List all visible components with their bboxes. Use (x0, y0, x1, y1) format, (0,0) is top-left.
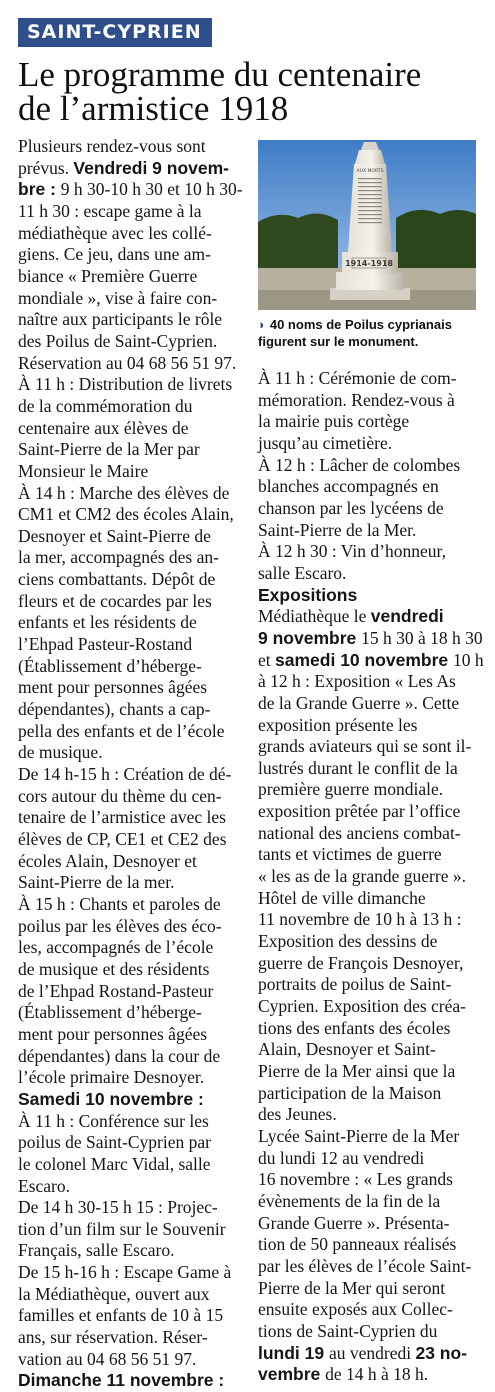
text-run: tions des enfants des écoles (258, 1017, 451, 1038)
text-line (18, 981, 246, 1003)
text-line (258, 736, 476, 758)
text-line (18, 1176, 246, 1198)
text-line (258, 433, 476, 455)
text-line (258, 909, 476, 931)
text-run: 9 h 30-10 h 30 et 10 h 30- (60, 179, 243, 200)
text-run: chanson par les lycéens de (258, 497, 444, 518)
bold-run: Dimanche 11 novembre : (18, 1370, 225, 1391)
text-line (18, 699, 246, 721)
text-line (18, 1349, 246, 1371)
text-run: blanches accompagnés en (258, 476, 439, 497)
text-line (18, 136, 246, 158)
text-run: par les élèves de l’école Saint- (258, 1255, 472, 1276)
text-run: national des anciens combat- (258, 822, 461, 843)
text-line (258, 1018, 476, 1040)
text-run: prévus. (18, 157, 74, 178)
text-line (258, 1148, 476, 1170)
text-run: Médiathèque le (258, 606, 371, 627)
bold-run: vendredi (370, 606, 444, 627)
text-run: salle Escaro. (258, 562, 347, 583)
text-line (258, 823, 476, 845)
text-line (18, 872, 246, 894)
text-line (18, 266, 246, 288)
text-run: giens. Ce jeu, dans une am- (18, 244, 211, 265)
text-line (18, 179, 246, 201)
text-line (258, 498, 476, 520)
text-line (258, 974, 476, 996)
text-line (258, 606, 476, 628)
text-line (18, 569, 246, 591)
text-run: poilus par les élèves des éco- (18, 915, 222, 936)
text-line (18, 1132, 246, 1154)
text-run: au vendredi (328, 1342, 416, 1363)
headline-line: Le programme du centenaire (18, 55, 422, 94)
article-column-right (258, 368, 484, 1386)
text-run: De 14 h-15 h : Création de dé- (18, 764, 232, 785)
text-line (258, 779, 476, 801)
text-run: 15 h 30 à 18 h 30 (361, 627, 483, 648)
text-run: Alain, Desnoyer et Saint- (258, 1039, 436, 1060)
text-line (258, 649, 484, 672)
text-run: ment pour personnes âgées (18, 677, 208, 698)
text-run: de l’Ehpad Rostand-Pasteur (18, 980, 214, 1001)
text-line (18, 807, 246, 829)
text-run: familles et enfants de 10 à 15 (18, 1305, 224, 1326)
text-run: la mairie puis cortège (258, 411, 410, 432)
text-line (18, 829, 246, 851)
text-line (18, 634, 246, 656)
text-run: exposition présente les (258, 714, 418, 735)
text-run: élèves de CP, CE1 et CE2 des (18, 829, 227, 849)
text-line (18, 504, 246, 526)
text-line (18, 201, 246, 223)
text-line (258, 758, 476, 780)
text-line (258, 888, 476, 910)
text-run: de musique et des résidents (18, 958, 210, 979)
text-line (18, 288, 246, 310)
text-run: « les as de la grande guerre ». (258, 866, 466, 887)
text-line (258, 801, 476, 823)
text-run: la mer, accompagnés des an- (18, 547, 219, 568)
text-run: l’école primaire Desnoyer. (18, 1067, 205, 1088)
text-run: CM1 et CM2 des écoles Alain, (18, 504, 234, 525)
text-run: et (258, 649, 276, 670)
text-run: De 14 h 30-15 h 15 : Projec- (18, 1197, 218, 1218)
text-run: ciens combattants. Dépôt de (18, 569, 216, 590)
monument-top-inscription: AUX MORTS (356, 169, 384, 174)
text-run: Saint-Pierre de la mer. (18, 872, 175, 893)
text-run: exposition prêtée par l’office (258, 801, 461, 822)
text-line (258, 1343, 476, 1365)
text-run: Desnoyer et Saint-Pierre de (18, 525, 211, 546)
text-line (258, 1364, 476, 1386)
section-label: SAINT-CYPRIEN (18, 18, 212, 47)
text-line (18, 959, 246, 981)
text-run: (Établissement d’héberge- (18, 655, 202, 676)
text-run: dépendantes), chants a cap- (18, 699, 211, 720)
text-line (18, 1327, 246, 1349)
article-column-left (18, 136, 246, 1392)
text-line (258, 476, 476, 498)
text-line (258, 455, 476, 477)
text-line (18, 158, 246, 180)
text-line (18, 591, 246, 613)
text-line (18, 547, 246, 569)
text-line (18, 244, 246, 266)
text-line (18, 1089, 246, 1111)
text-line (18, 937, 246, 959)
text-line (18, 309, 246, 331)
text-line (258, 1321, 476, 1343)
text-run: Monsieur le Maire (18, 460, 149, 481)
text-run: mondiale », vise à faire con- (18, 287, 218, 308)
text-line (18, 916, 246, 938)
text-run: tants et victimes de guerre (258, 844, 442, 865)
text-run: enfants et les résidents de (18, 612, 197, 633)
text-run: médiathèque avec les collé- (18, 222, 212, 243)
text-line (258, 953, 476, 975)
text-line (18, 764, 246, 786)
text-run: cors autour du thème du cen- (18, 785, 222, 806)
caption-line: figurent sur le monument. (258, 334, 419, 349)
text-run: écoles Alain, Desnoyer et (18, 850, 197, 871)
text-run: Saint-Pierre de la Mer. (258, 519, 417, 540)
text-run: À 11 h : Conférence sur les (18, 1110, 209, 1131)
text-run: À 12 h 30 : Vin d’honneur, (258, 541, 446, 562)
text-run: tion d’un film sur le Souvenir (18, 1218, 226, 1239)
photo-caption (258, 316, 480, 350)
text-line (18, 1154, 246, 1176)
text-run: Cyprien. Exposition des créa- (258, 996, 467, 1017)
text-run: À 12 h : Lâcher de colombes (258, 454, 461, 475)
text-run: tenaire de l’armistice avec les (18, 807, 226, 828)
text-run: Expositions (258, 584, 358, 605)
text-line (258, 1061, 476, 1083)
text-run: 11 h 30 : escape game à la (18, 200, 202, 221)
text-line (258, 1234, 476, 1256)
text-line (18, 1370, 246, 1392)
text-run: (Établissement d’héberge- (18, 1002, 202, 1023)
text-line (258, 411, 476, 433)
text-run: Grande Guerre ». Présenta- (258, 1212, 450, 1233)
text-run: centenaire aux élèves de (18, 417, 189, 438)
text-line (18, 677, 246, 699)
text-line (18, 1046, 246, 1068)
text-run: de musique. (18, 742, 103, 763)
text-line (18, 1240, 246, 1262)
text-line (18, 1284, 246, 1306)
text-line (258, 520, 476, 542)
headline (18, 55, 488, 128)
text-run: guerre de François Desnoyer, (258, 952, 464, 973)
text-run: 16 novembre : « Les grands (258, 1169, 453, 1190)
text-run: première guerre mondiale. (258, 779, 444, 800)
text-run: À 14 h : Marche des élèves de (18, 482, 230, 503)
text-run: Lycée Saint-Pierre de la Mer (258, 1125, 460, 1146)
text-line (258, 541, 476, 563)
bold-run: vembre (258, 1364, 326, 1385)
text-line (258, 1083, 476, 1105)
text-run: Escaro. (18, 1175, 70, 1196)
text-run: mémoration. Rendez-vous à (258, 389, 455, 410)
text-line (258, 627, 483, 650)
text-run: naître aux participants le rôle (18, 309, 223, 330)
text-line (18, 721, 246, 743)
text-run: Pierre de la Mer ainsi que la (258, 1061, 456, 1081)
text-line (18, 483, 246, 505)
text-run: l’Ehpad Pasteur-Rostand (18, 634, 193, 655)
text-run: De 15 h-16 h : Escape Game à (18, 1262, 232, 1283)
text-run: À 11 h : Distribution de livrets (18, 374, 233, 395)
text-line (258, 1299, 476, 1321)
text-run: 10 h (453, 649, 484, 670)
text-line (18, 1111, 246, 1133)
text-line (258, 693, 476, 715)
text-line (258, 866, 476, 888)
monument-date-inscription: 1914-1918 (345, 259, 393, 268)
text-run: ans, sur réservation. Réser- (18, 1327, 208, 1348)
text-run: tion de 50 panneaux réalisés (258, 1234, 457, 1255)
text-line (18, 374, 246, 396)
headline-line: de l’armistice 1918 (18, 89, 289, 128)
text-run: Réservation au 04 68 56 51 97. (18, 352, 237, 373)
text-run: jusqu’au cimetière. (258, 432, 393, 453)
text-run: à 12 h : Exposition « Les As (258, 671, 456, 692)
monument-photo (258, 140, 476, 310)
text-line (18, 786, 246, 808)
text-run: participation de la Maison (258, 1082, 442, 1103)
text-run: grands aviateurs qui se sont il- (258, 736, 472, 757)
caption-line: 40 noms de Poilus cyprianais (269, 317, 452, 332)
text-line (258, 1126, 476, 1148)
war-memorial-illustration (258, 140, 476, 310)
text-line (18, 1002, 246, 1024)
text-run: lustrés durant le conflit de la (258, 757, 458, 778)
text-line (258, 1278, 476, 1300)
text-run: Plusieurs rendez-vous sont (18, 136, 206, 156)
text-line (258, 844, 476, 866)
text-line (258, 1191, 476, 1213)
bold-run: 9 novembre (258, 627, 362, 648)
text-line (18, 331, 246, 353)
text-run: dépendantes) dans la cour de (18, 1045, 221, 1066)
text-line (258, 931, 476, 953)
text-run: vation au 04 68 56 51 97. (18, 1348, 197, 1369)
text-run: de la commémoration du (18, 395, 193, 416)
text-line (258, 671, 476, 693)
text-line (18, 1262, 246, 1284)
text-run: À 11 h : Cérémonie de com- (258, 368, 457, 388)
text-line (258, 996, 476, 1018)
text-line (258, 1104, 476, 1126)
text-run: Saint-Pierre de la Mer par (18, 439, 200, 460)
text-line (18, 894, 246, 916)
bold-run: lundi 19 (258, 1342, 329, 1363)
caption-bullet-icon: ◗ (258, 317, 266, 332)
text-run: la Médiathèque, ouvert aux (18, 1283, 210, 1304)
text-line (258, 715, 476, 737)
text-run: portraits de poilus de Saint- (258, 974, 452, 995)
text-run: Pierre de la Mer qui seront (258, 1277, 446, 1298)
text-run: les, accompagnés de l’école (18, 937, 214, 958)
text-run: ensuite exposés aux Collec- (258, 1299, 453, 1320)
text-line (258, 368, 476, 390)
text-run: des Jeunes. (258, 1104, 337, 1125)
text-line (18, 612, 246, 634)
text-line (18, 656, 246, 678)
text-run: de 14 h à 18 h. (325, 1364, 429, 1385)
text-line (258, 1213, 476, 1235)
text-run: le colonel Marc Vidal, salle (18, 1153, 211, 1174)
text-line (18, 526, 246, 548)
bold-run: Samedi 10 novembre : (18, 1088, 204, 1109)
text-line (18, 1197, 246, 1219)
text-line (18, 353, 246, 375)
text-line (258, 1169, 476, 1191)
text-line (18, 1305, 246, 1327)
text-line (18, 461, 246, 483)
text-run: Français, salle Escaro. (18, 1240, 175, 1261)
text-run: fleurs et de cocardes par les (18, 590, 212, 611)
text-line (18, 223, 246, 245)
bold-run: samedi 10 novembre (275, 649, 454, 670)
text-run: biance « Première Guerre (18, 265, 198, 286)
text-run: Hôtel de ville dimanche (258, 887, 426, 908)
text-line (18, 1024, 246, 1046)
text-run: ment pour personnes âgées (18, 1023, 208, 1044)
text-line (258, 1039, 476, 1061)
text-line (18, 396, 246, 418)
text-run: évènements de la fin de la (258, 1190, 441, 1211)
text-run: du lundi 12 au vendredi (258, 1147, 425, 1168)
text-line (18, 418, 246, 440)
text-run: 11 novembre de 10 h à 13 h : (258, 909, 462, 930)
text-run: poilus de Saint-Cyprien par (18, 1132, 211, 1153)
text-line (258, 1256, 476, 1278)
bold-run: 23 no- (415, 1342, 468, 1363)
bold-run: bre : (18, 179, 61, 200)
text-run: pella des enfants et de l’école (18, 720, 225, 741)
text-run: À 15 h : Chants et paroles de (18, 893, 221, 914)
text-run: de la Grande Guerre ». Cette (258, 692, 460, 713)
bold-run: Vendredi 9 novem- (73, 157, 230, 178)
text-line (18, 439, 246, 461)
text-line (18, 742, 246, 764)
section-heading (258, 585, 476, 607)
text-line (18, 1067, 246, 1089)
text-line (258, 390, 476, 412)
text-line (18, 1219, 246, 1241)
text-line (258, 563, 476, 585)
text-run: des Poilus de Saint-Cyprien. (18, 330, 218, 351)
text-run: Exposition des dessins de (258, 931, 438, 952)
text-run: tions de Saint-Cyprien du (258, 1320, 438, 1341)
text-line (18, 851, 246, 873)
